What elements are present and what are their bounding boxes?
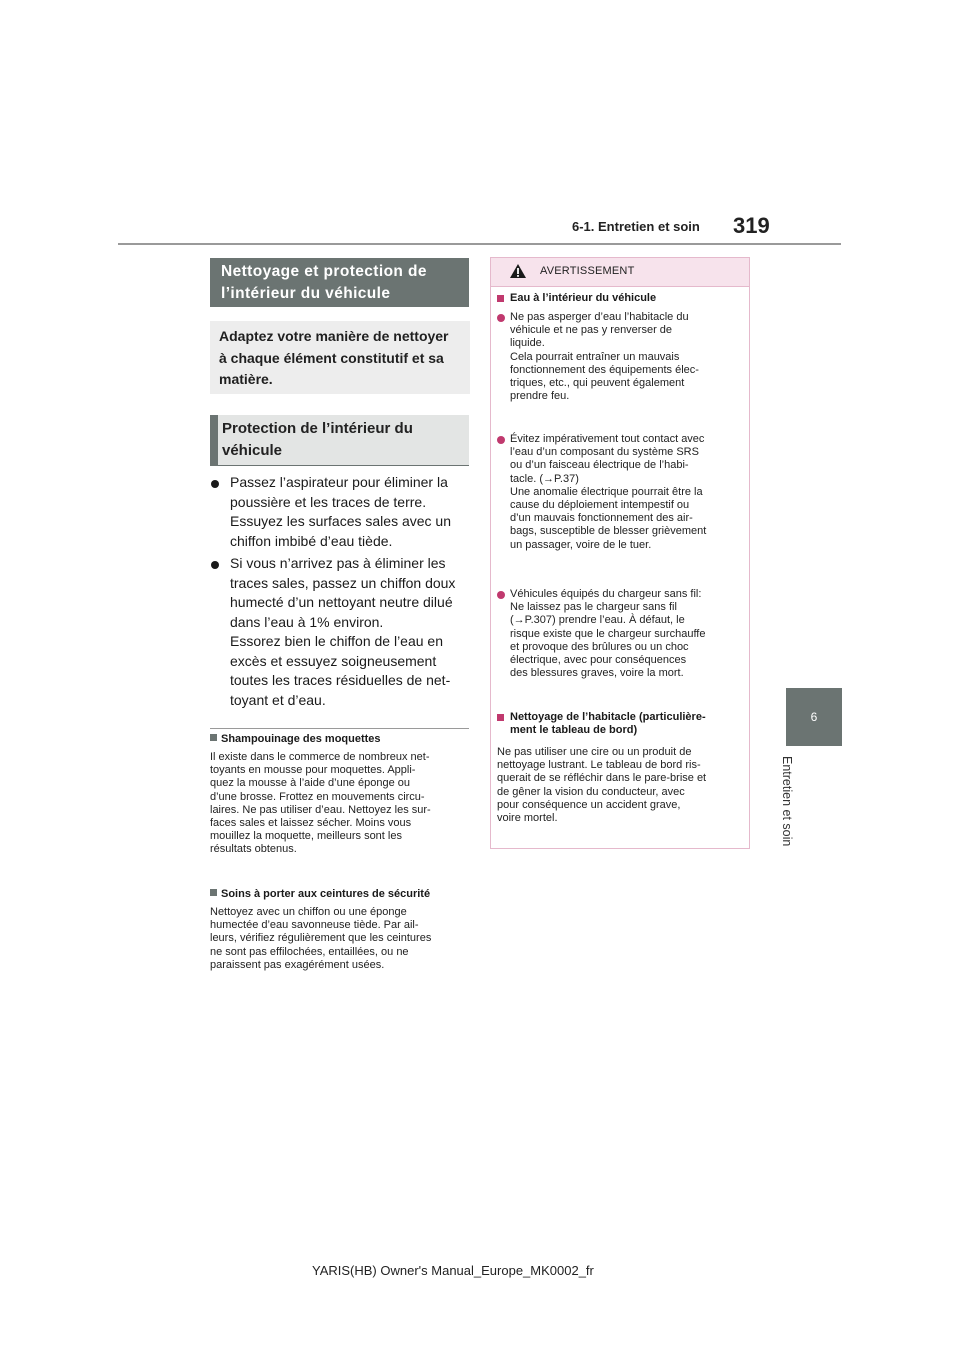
list-item-line: poussière et les traces de terre. [230, 493, 427, 510]
warning-line: (→P.307) prendre l’eau. À défaut, le [510, 614, 685, 627]
chapter-title-vertical [780, 756, 806, 866]
warning-line: d’un mauvais fonctionnement des air- [510, 512, 693, 525]
section-label: 6-1. Entretien et soin [572, 219, 700, 234]
paragraph-line: leurs, vérifiez régulièrement que les ceintures [210, 932, 432, 945]
square-bullet-icon [210, 889, 217, 896]
paragraph-line: Il existe dans le commerce de nombreux net- [210, 751, 430, 763]
warning-line: l’eau d’un composant du système SRS [510, 446, 699, 459]
list-item-line: chiffon imbibé d’eau tiède. [230, 532, 393, 549]
chapter-number: 6 [810, 710, 818, 724]
page-number: 319 [733, 213, 770, 238]
warning-line: Véhicules équipés du chargeur sans fil: [510, 588, 702, 600]
warning-line: querait de se réfléchir dans le pare-brise et [497, 772, 707, 785]
warning-section-heading [497, 711, 742, 739]
chapter-title: Entretien et soin [780, 756, 794, 847]
paragraph-line: d’une brosse. Frottez en mouvements circu- [210, 790, 425, 803]
warning-section-heading-text: ment le tableau de bord) [510, 724, 638, 737]
paragraph-line: résultats obtenus. [210, 843, 297, 856]
chapter-tab [786, 688, 842, 746]
paragraph-line: faces sales et laissez sécher. Moins vous [210, 817, 412, 830]
warning-line: Ne laissez pas le chargeur sans fil [510, 601, 677, 614]
warning-box [490, 257, 750, 849]
warning-line: véhicule et ne pas y renverser de [510, 324, 673, 337]
warning-line: risque existe que le chargeur surchauffe [510, 627, 706, 640]
warning-title: AVERTISSEMENT [540, 265, 635, 277]
warning-line: Ne pas asperger d’eau l’habitacle du [510, 311, 689, 323]
intro-line: à chaque élément constitutif et sa [219, 349, 444, 366]
intro-line: Adaptez votre manière de nettoyer [219, 328, 449, 344]
section-heading [210, 415, 469, 465]
square-bullet-icon [210, 734, 217, 741]
section-heading-line: véhicule [222, 442, 283, 459]
list-item-line: dans l’eau à 1% environ. [230, 613, 384, 630]
bullet-icon [497, 591, 505, 599]
warning-line: triques, etc., qui peuvent également [510, 377, 685, 390]
list-item-line: toyant et d’eau. [230, 691, 326, 708]
section-heading-line: Protection de l’intérieur du [222, 420, 413, 437]
divider [210, 728, 469, 729]
paragraph-line: mouillez la moquette, meilleurs sont les [210, 830, 402, 843]
paragraph-line: laires. Ne pas utiliser d’eau. Nettoyez les sur- [210, 803, 431, 816]
heading-underline [210, 465, 469, 466]
subsection-heading-text: Soins à porter aux ceintures de sécurité [221, 888, 431, 900]
list-item-line: Passez l’aspirateur pour éliminer la [230, 474, 448, 490]
warning-line: pour conséquence un accident grave, [497, 798, 681, 811]
list-item [211, 473, 471, 553]
page-title [210, 258, 469, 307]
page-title-line: l’intérieur du véhicule [221, 285, 391, 302]
warning-line: et provoque des brûlures ou un choc [510, 640, 689, 653]
warning-line: liquide. [510, 337, 545, 350]
warning-line: électrique, avec pour conséquences [510, 654, 687, 667]
list-item-line: Essuyez les surfaces sales avec un [230, 513, 451, 529]
warning-line: voire mortel. [497, 812, 558, 825]
subsection-heading-text: Shampouinage des moquettes [221, 733, 381, 745]
footer-manual-id: YARIS(HB) Owner's Manual_Europe_MK0002_fr [312, 1263, 594, 1278]
list-item-line: Essorez bien le chiffon de l’eau en [230, 633, 443, 649]
square-bullet-icon [497, 295, 504, 302]
warning-line: tacle. (→P.37) [510, 472, 579, 485]
warning-paragraph [497, 746, 706, 825]
list-item-line: excès et essuyez soigneusement [230, 652, 437, 669]
warning-line: ou d’un faisceau électrique de l’habi- [510, 459, 689, 472]
paragraph-line: paraissent pas exagérément usées. [210, 958, 385, 971]
heading-accent-bar [210, 415, 218, 465]
paragraph-line: Nettoyez avec un chiffon ou une éponge [210, 906, 407, 918]
warning-section-heading-text: Nettoyage de l’habitacle (particulière- [510, 711, 706, 723]
paragraph [210, 751, 431, 857]
paragraph-line: ne sont pas effilochées, entaillées, ou ne [210, 945, 409, 958]
warning-line: de gêner la vision du conducteur, avec [497, 785, 685, 798]
paragraph-line: toyants en mousse pour moquettes. Appli- [210, 764, 416, 777]
paragraph [210, 906, 431, 972]
page-title-line: Nettoyage et protection de [221, 263, 427, 280]
list-item-line: humecté d’un nettoyant neutre dilué [230, 594, 453, 610]
list-item-line: traces sales, passez un chiffon doux [230, 574, 456, 591]
bullet-icon [211, 561, 219, 569]
warning-line: un passager, voire de le tuer. [510, 538, 652, 551]
bullet-icon [211, 480, 219, 488]
warning-line: des blessures graves, voire la mort. [510, 667, 684, 680]
subsection-heading [210, 888, 430, 900]
header-divider [118, 243, 841, 245]
warning-line: bags, susceptible de blesser grièvement [510, 525, 707, 538]
warning-line: prendre feu. [510, 390, 570, 403]
intro-line: matière. [219, 371, 273, 387]
subsection-heading [210, 733, 381, 745]
warning-line: fonctionnement des équipements élec- [510, 363, 699, 376]
bullet-icon [497, 314, 505, 322]
warning-section-heading-text: Eau à l’intérieur du véhicule [510, 292, 657, 304]
warning-line: Évitez impérativement tout contact avec [510, 433, 705, 445]
warning-triangle-icon [509, 263, 527, 279]
list-item [211, 554, 471, 714]
warning-line: Une anomalie électrique pourrait être la [510, 485, 703, 498]
list-item-line: Si vous n’arrivez pas à éliminer les [230, 555, 446, 571]
paragraph-line: quez la mousse à l’aide d’une éponge ou [210, 777, 410, 790]
warning-line: cause du déploiement intempestif ou [510, 499, 690, 512]
list-item-line: toutes les traces résiduelles de net- [230, 672, 451, 688]
warning-line: nettoyage lustrant. Le tableau de bord ris- [497, 759, 701, 772]
warning-header [491, 258, 749, 287]
warning-line: Ne pas utiliser une cire ou un produit de [497, 746, 692, 758]
paragraph-line: humectée d’eau savonneuse tiède. Par ail- [210, 919, 419, 932]
intro-box [210, 321, 470, 394]
bullet-icon [497, 436, 505, 444]
square-bullet-icon [497, 714, 504, 721]
warning-line: Cela pourrait entraîner un mauvais [510, 350, 680, 363]
